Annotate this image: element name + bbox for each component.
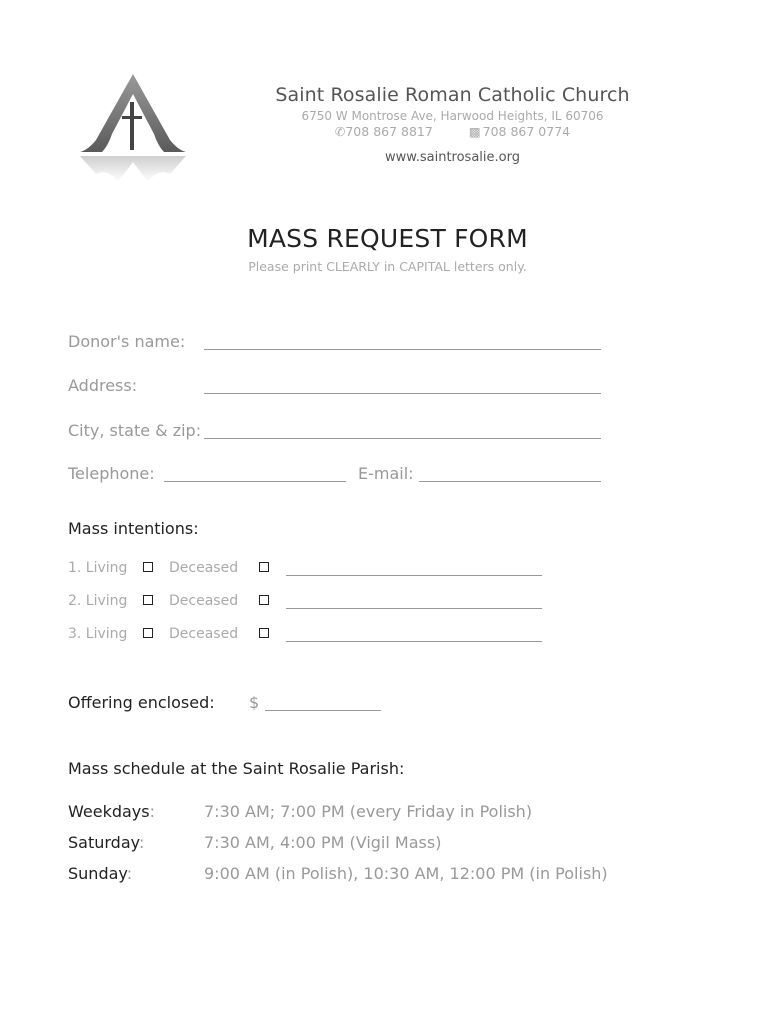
- city-state-zip-field[interactable]: [204, 438, 601, 439]
- schedule-saturday-times: 7:30 AM, 4:00 PM (Vigil Mass): [204, 833, 442, 852]
- mass-schedule-heading: Mass schedule at the Saint Rosalie Parish:: [68, 759, 405, 778]
- address-label: Address:: [68, 376, 138, 395]
- intention-1-living-label: 1. Living: [68, 560, 128, 576]
- intention-3-living-checkbox[interactable]: [143, 628, 153, 638]
- city-state-zip-label: City, state & zip:: [68, 421, 202, 440]
- email-label: E-mail:: [358, 464, 414, 483]
- schedule-weekdays-label: Weekdays:: [68, 802, 155, 821]
- intention-2-field[interactable]: [286, 608, 542, 609]
- intention-2-deceased-label: Deceased: [169, 593, 239, 609]
- schedule-sunday-times: 9:00 AM (in Polish), 10:30 AM, 12:00 PM (in Polish): [204, 864, 608, 883]
- schedule-weekdays-times: 7:30 AM; 7:00 PM (every Friday in Polish): [204, 802, 533, 821]
- phone-icon: ✆: [334, 124, 346, 139]
- fax-number: 708 867 0774: [482, 124, 571, 139]
- intention-2-deceased-checkbox[interactable]: [259, 595, 269, 605]
- schedule-sunday-label: Sunday:: [68, 864, 133, 883]
- intention-2-living-label: 2. Living: [68, 593, 128, 609]
- fax-icon: ▩: [468, 124, 481, 139]
- telephone-field[interactable]: [164, 481, 346, 482]
- church-logo-icon: [78, 72, 188, 190]
- church-name: Saint Rosalie Roman Catholic Church: [275, 84, 630, 106]
- intention-1-living-checkbox[interactable]: [143, 562, 153, 572]
- phone-number-group: [335, 124, 437, 139]
- offering-label: Offering enclosed:: [68, 693, 215, 712]
- fax-number-group: [469, 124, 570, 139]
- mass-intentions-heading: Mass intentions:: [68, 519, 199, 538]
- schedule-day: Saturday: [68, 833, 139, 852]
- address-field[interactable]: [204, 393, 601, 394]
- intention-3-field[interactable]: [286, 641, 542, 642]
- currency-symbol: $: [249, 693, 260, 712]
- form-subtitle: Please print CLEARLY in CAPITAL letters only.: [248, 259, 527, 274]
- telephone-label: Telephone:: [68, 464, 155, 483]
- schedule-day: Weekdays: [68, 802, 150, 821]
- contact-numbers: [265, 124, 640, 139]
- intention-3-deceased-label: Deceased: [169, 626, 239, 642]
- schedule-saturday-label: Saturday:: [68, 833, 145, 852]
- church-website: www.saintrosalie.org: [385, 150, 520, 165]
- church-address: 6750 W Montrose Ave, Harwood Heights, IL 60706: [301, 109, 604, 123]
- offering-amount-field[interactable]: [265, 710, 381, 711]
- donor-name-field[interactable]: [204, 349, 601, 350]
- form-title: MASS REQUEST FORM: [247, 224, 528, 253]
- email-field[interactable]: [419, 481, 601, 482]
- intention-2-living-checkbox[interactable]: [143, 595, 153, 605]
- intention-3-living-label: 3. Living: [68, 626, 128, 642]
- phone-number: 708 867 8817: [345, 124, 433, 139]
- intention-3-deceased-checkbox[interactable]: [259, 628, 269, 638]
- intention-1-field[interactable]: [286, 575, 542, 576]
- intention-1-deceased-label: Deceased: [169, 560, 239, 576]
- donor-name-label: Donor's name:: [68, 332, 186, 351]
- intention-1-deceased-checkbox[interactable]: [259, 562, 269, 572]
- schedule-day: Sunday: [68, 864, 127, 883]
